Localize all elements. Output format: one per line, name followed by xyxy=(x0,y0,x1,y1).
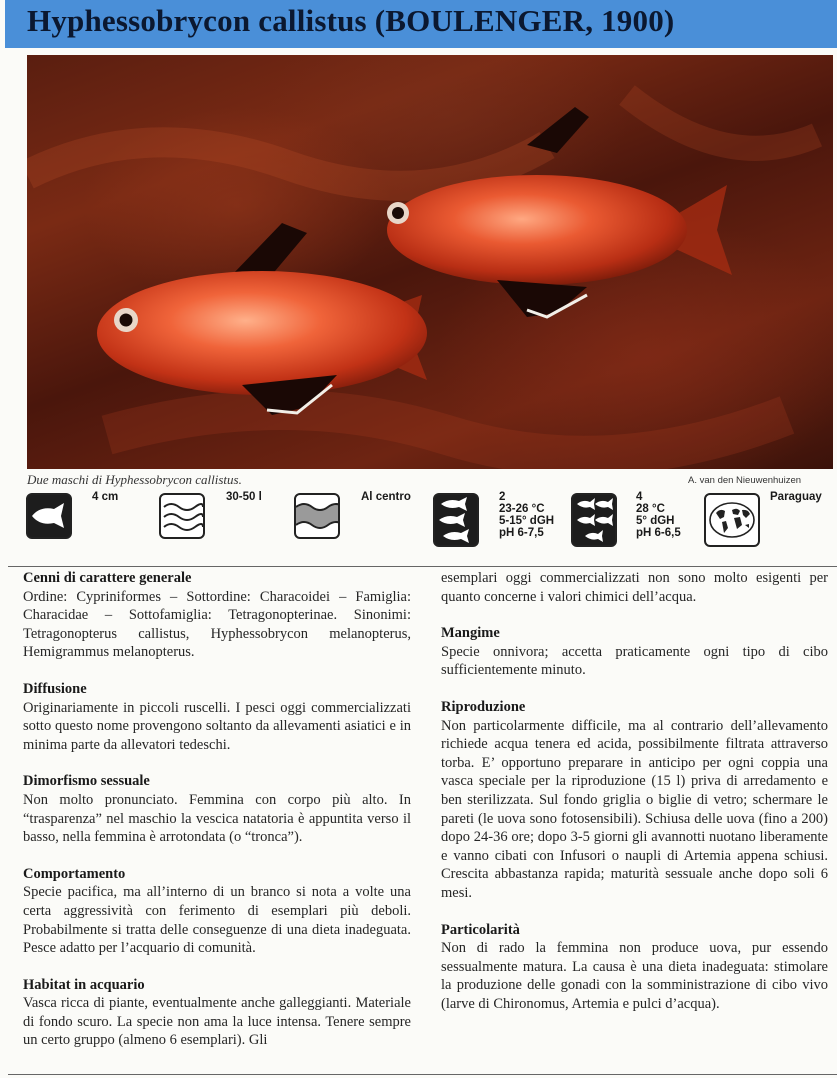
photo-caption: Due maschi di Hyphessobrycon callistus. xyxy=(27,472,242,487)
fish-illustration xyxy=(27,55,833,469)
spec-school-values xyxy=(499,491,554,539)
text-generale: Ordine: Cypriniformes – Sottordine: Characoidei – Famiglia: Characidae – Sottofamiglia: Tetragonopterinae. Sinonimi: Tetragonopterus callistus, Hyphessobrycon melanopterus, Hemigrammus melanopterus. xyxy=(23,588,411,661)
text-dimorfismo: Non molto pronunciato. Femmina con corpo più alto. In “trasparenza” nel maschio la vescica natatoria è appuntita verso il basso, nella femmina è arrotondata (o “tronca”). xyxy=(23,791,411,846)
heading-diffusione: Diffusione xyxy=(23,680,87,697)
school-temperature: 23-26 °C xyxy=(499,503,545,515)
breeding-temperature: 28 °C xyxy=(636,503,665,515)
text-habitat: Vasca ricca di piante, eventualmente anche galleggianti. Materiale di fondo scuro. La specie non ama la luce intensa. Tenere sempre un certo gruppo (almeno 6 esemplari). Gli xyxy=(23,995,411,1049)
left-column xyxy=(23,569,411,1050)
text-diffusione: Originariamente in piccoli ruscelli. I pesci oggi commercializzati sotto questo nome provengono soltanto da allevamenti asiatici e in minima parte da allevatori tedeschi. xyxy=(23,699,411,753)
fish-size-icon xyxy=(26,493,72,539)
heading-dimorfismo: Dimorfismo sessuale xyxy=(23,773,150,790)
spec-zone-label: Al centro xyxy=(361,491,411,503)
species-title: Hyphessobrycon callistus (BOULENGER, 1900) xyxy=(27,3,675,38)
breeding-hardness: 5° dGH xyxy=(636,515,675,527)
breeding-fish-icon xyxy=(571,493,617,547)
heading-mangime: Mangime xyxy=(441,625,500,642)
text-comportamento: Specie pacifica, ma all’interno di un branco si nota a volte una certa aggressività con ferimento di esemplari più deboli. Probabilmente si tratta delle conseguenze di una dieta inadeguata. Pesce adatto per l’acquario di comunità. xyxy=(23,884,411,957)
right-column xyxy=(441,569,828,1013)
breeding-count: 4 xyxy=(636,491,643,503)
world-map-icon xyxy=(704,493,760,547)
photo-credit: A. van den Nieuwenhuizen xyxy=(688,475,802,486)
fish-photo xyxy=(27,55,833,469)
heading-comportamento: Comportamento xyxy=(23,865,126,882)
text-habitat-continued: esemplari oggi commercializzati non sono molto esigenti per quanto concerne i valori chimici dell’acqua. xyxy=(441,570,828,605)
heading-generale: Cenni di carattere generale xyxy=(23,570,192,586)
school-count: 2 xyxy=(499,491,506,503)
bottom-divider xyxy=(8,1074,837,1075)
tank-volume-icon xyxy=(159,493,205,539)
heading-riproduzione: Riproduzione xyxy=(441,698,526,715)
heading-particolarita: Particolarità xyxy=(441,921,520,938)
spec-volume-label: 30-50 l xyxy=(226,491,262,503)
top-divider xyxy=(8,566,837,567)
spec-size-label: 4 cm xyxy=(92,491,119,503)
school-fish-icon xyxy=(433,493,479,547)
text-particolarita: Non di rado la femmina non produce uova, pur essendo sessualmente matura. La causa è una dieta inadeguata: stimolare la produzione delle gonadi con la somministrazione di cibo vivo (larve di Chironomus, Artemia e pulci d’acqua). xyxy=(441,940,828,1012)
title-bar xyxy=(5,0,837,48)
swimming-zone-icon xyxy=(294,493,340,539)
heading-habitat: Habitat in acquario xyxy=(23,976,145,993)
breeding-ph: pH 6-6,5 xyxy=(636,527,681,539)
school-hardness: 5-15° dGH xyxy=(499,515,555,527)
spec-breeding-values xyxy=(636,491,681,539)
school-ph: pH 6-7,5 xyxy=(499,527,544,539)
spec-region-label: Paraguay xyxy=(770,491,822,503)
text-mangime: Specie onnivora; accetta praticamente ogni tipo di cibo sufficientemente minuto. xyxy=(441,643,828,679)
text-riproduzione: Non particolarmente difficile, ma al contrario dell’allevamento richiede acqua tenera ed acida, possibilmente filtrata attraverso torba. E’ opportuno preparare in anticipo per ogni coppia una vasca speciale per la riproduzione (15 l) priva di arredamento e ben sterilizzata. Sul fondo griglia o biglie di vetro; schermare le pareti (le uova sono fotosensibili). Schiusa delle uova (fino a 200) dopo 24-36 ore; dopo 3-5 giorni gli avannotti nuotano liberamente e vanno cibati con Infusori o naupli di Artemia appena schiusi. Crescita abbastanza rapida; maturità sessuale anche dopo soli 6 mesi. xyxy=(441,717,828,901)
